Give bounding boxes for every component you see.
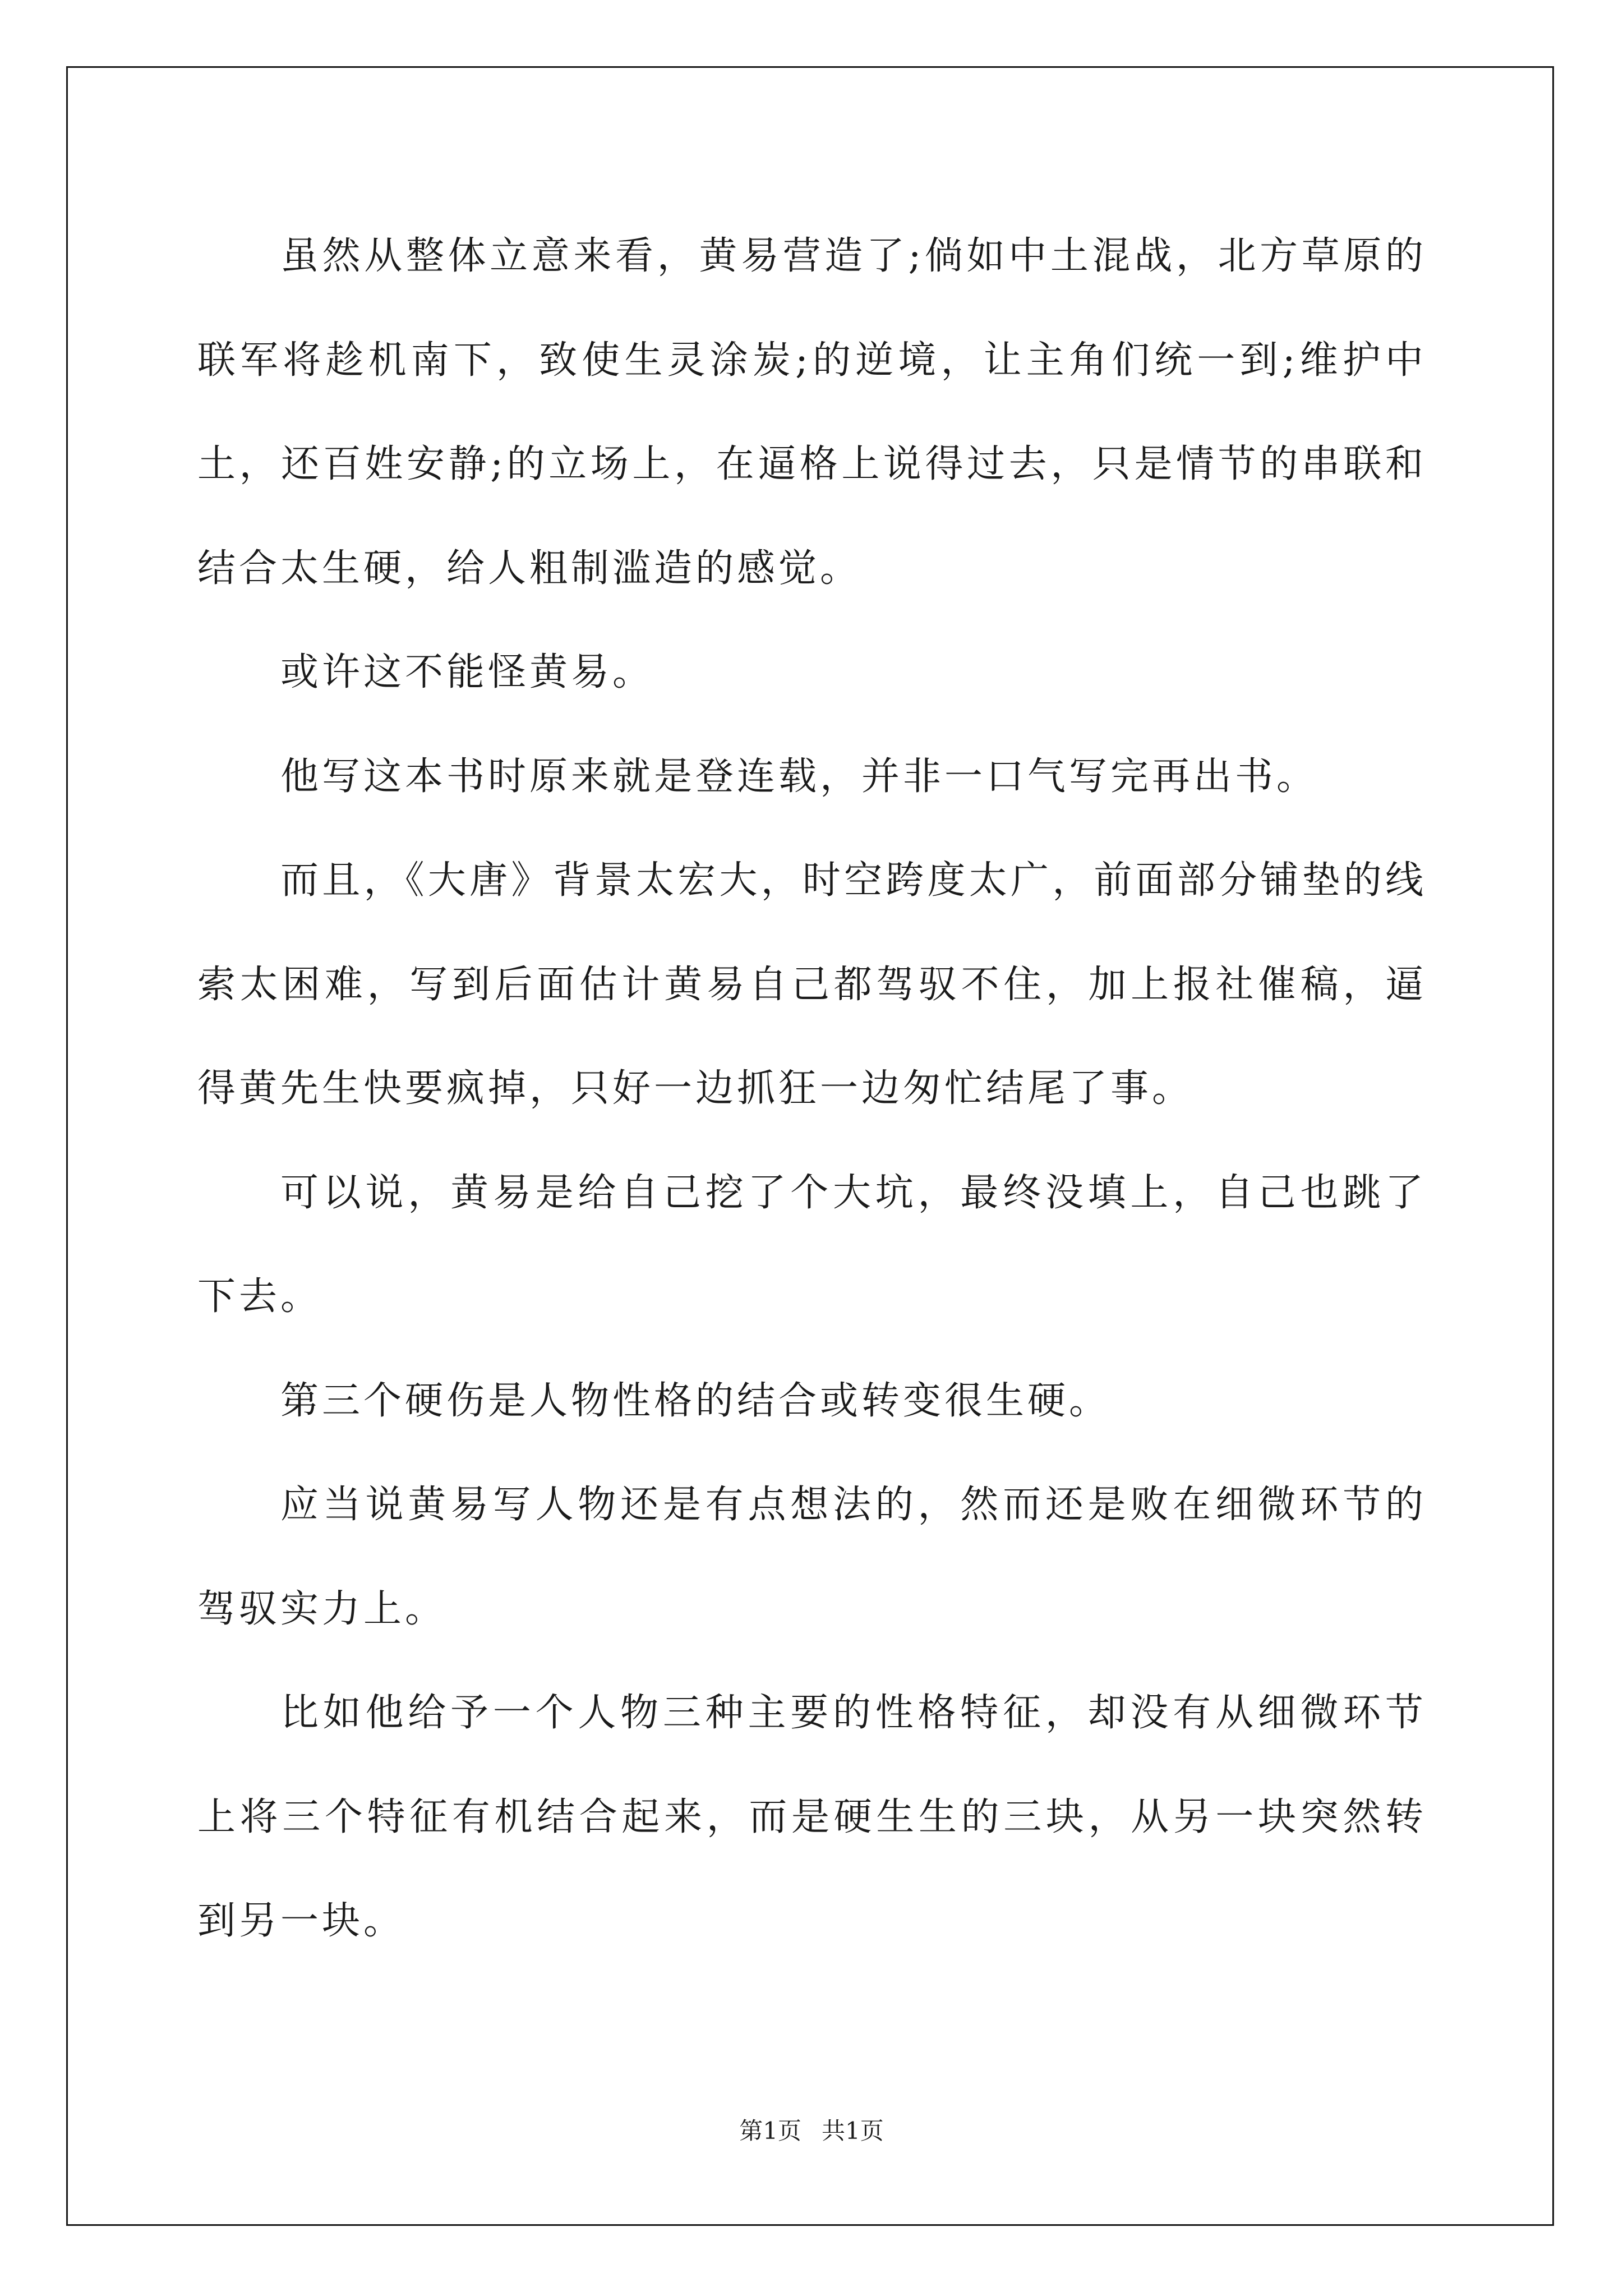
paragraph: 比如他给予一个人物三种主要的性格特征，却没有从细微环节上将三个特征有机结合起来，而是硬生生的三块，从另一块突然转到另一块。 (197, 1691, 1427, 1943)
paragraph: 虽然从整体立意来看，黄易营造了;倘如中土混战，北方草原的联军将趁机南下，致使生灵涂炭;的逆境，让主角们统一到;维护中土，还百姓安静;的立场上，在逼格上说得过去，只是情节的串联和结合太生硬，给人粗制滥造的感觉。 (197, 234, 1427, 591)
paragraph: 应当说黄易写人物还是有点想法的，然而还是败在细微环节的驾驭实力上。 (197, 1483, 1427, 1631)
paragraph: 而且，《大唐》背景太宏大，时空跨度太广，前面部分铺垫的线索太困难，写到后面估计黄易自己都驾驭不住，加上报社催稿，逼得黄先生快要疯掉，只好一边抓狂一边匆忙结尾了事。 (197, 858, 1427, 1111)
page-number: 第1页 (739, 2117, 801, 2145)
document-body (197, 204, 1427, 1973)
paragraph: 可以说，黄易是给自己挖了个大坑，最终没填上，自己也跳了下去。 (197, 1170, 1427, 1319)
paragraph: 他写这本书时原来就是登连载，并非一口气写完再出书。 (280, 754, 1318, 799)
paragraph: 或许这不能怪黄易。 (280, 650, 654, 694)
page-total: 共1页 (822, 2117, 884, 2145)
page-footer (0, 2113, 1623, 2146)
paragraph: 第三个硬伤是人物性格的结合或转变很生硬。 (280, 1378, 1111, 1423)
